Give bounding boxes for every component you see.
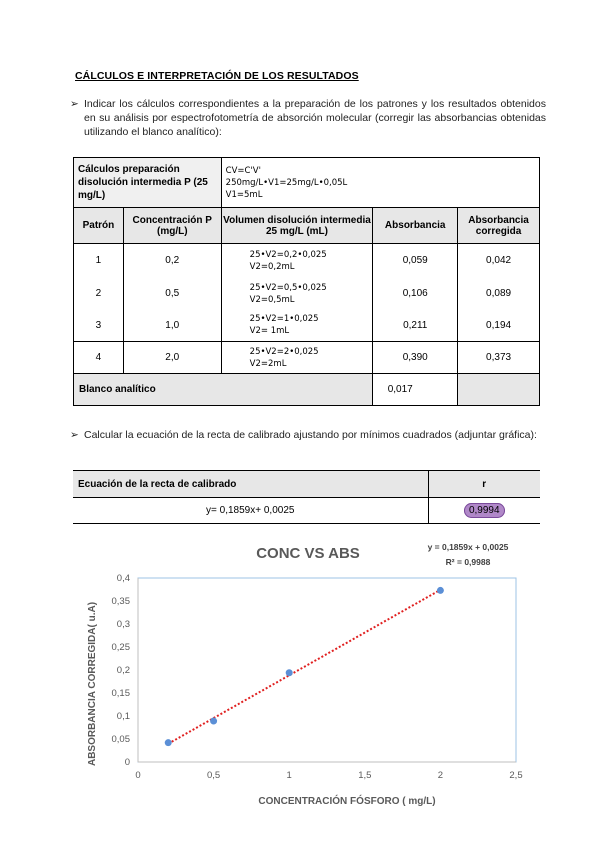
cell-vol — [221, 342, 373, 374]
trend-equation: y = 0,1859x + 0,0025 — [427, 542, 509, 552]
table-row — [74, 342, 540, 374]
cell-abs: 0,059 — [373, 244, 458, 278]
instruction-2 — [70, 428, 546, 442]
y-axis-label: ABSORBANCIA CORREGIDA( u.A) — [87, 601, 98, 767]
cell-vol — [221, 244, 373, 278]
standards-table — [73, 157, 540, 406]
cell-abs: 0,106 — [373, 278, 458, 310]
cell-vol — [221, 310, 373, 342]
instruction-2-text: Calcular la ecuación de la recta de calibrado ajustando por mínimos cuadrados (adjuntar gráfica): — [84, 429, 537, 441]
header-equation: Ecuación de la recta de calibrado — [73, 471, 428, 498]
table-row — [74, 278, 540, 310]
y-tick-label: 0,4 — [116, 573, 130, 584]
cell-vol — [221, 278, 373, 310]
vol-line: 25•V2=1•0,025 — [249, 314, 319, 325]
cell-conc: 0,2 — [123, 244, 221, 278]
cell-corr: 0,373 — [458, 342, 540, 374]
calibration-chart — [70, 538, 540, 818]
instruction-1-text: Indicar los cálculos correspondientes a la preparación de los patrones y los resultados obtenidos en su análisis por espectrofotometría de absorción molecular (corregir las absorbancias obtenidas utilizando el blanco analítico): — [84, 98, 546, 138]
y-tick-label: 0 — [124, 757, 130, 768]
chart-title: CONC VS ABS — [256, 545, 360, 562]
cell-corr: 0,089 — [458, 278, 540, 310]
cell-patron: 2 — [74, 278, 124, 310]
x-tick-label: 0,5 — [206, 770, 221, 781]
cell-abs: 0,390 — [373, 342, 458, 374]
vol-line: V2=0,5mL — [249, 294, 295, 305]
vol-line: 25•V2=2•0,025 — [249, 346, 319, 357]
header-volumen: Volumen disolución intermedia 25 mg/L (mL) — [221, 208, 373, 244]
vol-line: 25•V2=0,5•0,025 — [249, 282, 327, 293]
prep-calculation — [221, 158, 539, 208]
data-point — [210, 718, 217, 725]
cell-patron: 3 — [74, 310, 124, 342]
x-tick-label: 0 — [135, 770, 141, 781]
data-point — [165, 739, 172, 746]
axis-lines — [138, 578, 516, 762]
table-row — [74, 244, 540, 278]
x-tick-label: 1 — [286, 770, 292, 781]
section-title: CÁLCULOS E INTERPRETACIÓN DE LOS RESULTADOS — [75, 70, 359, 82]
x-tick-label: 2,5 — [509, 770, 523, 781]
vol-line: V2=2mL — [249, 358, 287, 369]
prep-line: V1=5mL — [225, 189, 263, 200]
x-tick-label: 1,5 — [358, 770, 372, 781]
y-tick-labels — [112, 573, 131, 768]
cell-abs: 0,211 — [373, 310, 458, 342]
table-header-row — [74, 208, 540, 244]
x-axis-label: CONCENTRACIÓN FÓSFORO ( mg/L) — [258, 796, 436, 807]
cell-conc: 0,5 — [123, 278, 221, 310]
r-value-cell — [428, 498, 540, 524]
data-point — [437, 587, 444, 594]
table-row — [74, 310, 540, 342]
r-squared: R² = 0,9988 — [445, 557, 491, 567]
cell-conc: 2,0 — [123, 342, 221, 374]
y-tick-label: 0,25 — [111, 642, 130, 653]
cell-patron: 4 — [74, 342, 124, 374]
blank-label: Blanco analítico — [74, 374, 373, 406]
vol-line: 25•V2=0,2•0,025 — [249, 249, 327, 260]
x-tick-label: 2 — [437, 770, 444, 781]
header-r: r — [428, 471, 540, 498]
r-value: 0,9994 — [464, 503, 505, 518]
vol-line: V2= 1mL — [249, 326, 290, 337]
cell-corr: 0,042 — [458, 244, 540, 278]
header-patron: Patrón — [74, 208, 124, 244]
calibration-table — [73, 470, 540, 524]
blank-row — [74, 374, 540, 406]
plot-area — [138, 578, 516, 762]
instruction-1 — [70, 97, 546, 139]
cell-patron: 1 — [74, 244, 124, 278]
arrow-bullet-icon: ➢ — [70, 98, 79, 110]
blank-value: 0,017 — [373, 374, 458, 406]
prep-line: 250mg/L•V1=25mg/L•0,05L — [225, 177, 348, 188]
y-tick-label: 0,3 — [116, 619, 130, 630]
y-tick-label: 0,2 — [116, 665, 130, 676]
equation-value: y= 0,1859x+ 0,0025 — [73, 498, 428, 524]
data-point — [286, 669, 293, 676]
y-tick-label: 0,05 — [111, 734, 130, 745]
vol-line: V2=0,2mL — [249, 261, 295, 272]
header-concentracion: Concentración P (mg/L) — [123, 208, 221, 244]
y-tick-label: 0,35 — [111, 596, 130, 607]
y-tick-label: 0,15 — [111, 688, 130, 699]
cell-conc: 1,0 — [123, 310, 221, 342]
arrow-bullet-icon: ➢ — [70, 429, 79, 441]
header-absorbancia: Absorbancia — [373, 208, 458, 244]
header-absorbancia-corregida: Absorbancia corregida — [458, 208, 540, 244]
trend-line — [168, 590, 440, 744]
blank-empty-cell — [458, 374, 540, 406]
prep-label: Cálculos preparación disolución intermedia P (25 mg/L) — [74, 158, 222, 208]
y-tick-label: 0,1 — [116, 711, 130, 722]
prep-line: CV=C'V' — [225, 165, 261, 176]
cell-corr: 0,194 — [458, 310, 540, 342]
x-tick-labels — [135, 770, 522, 781]
